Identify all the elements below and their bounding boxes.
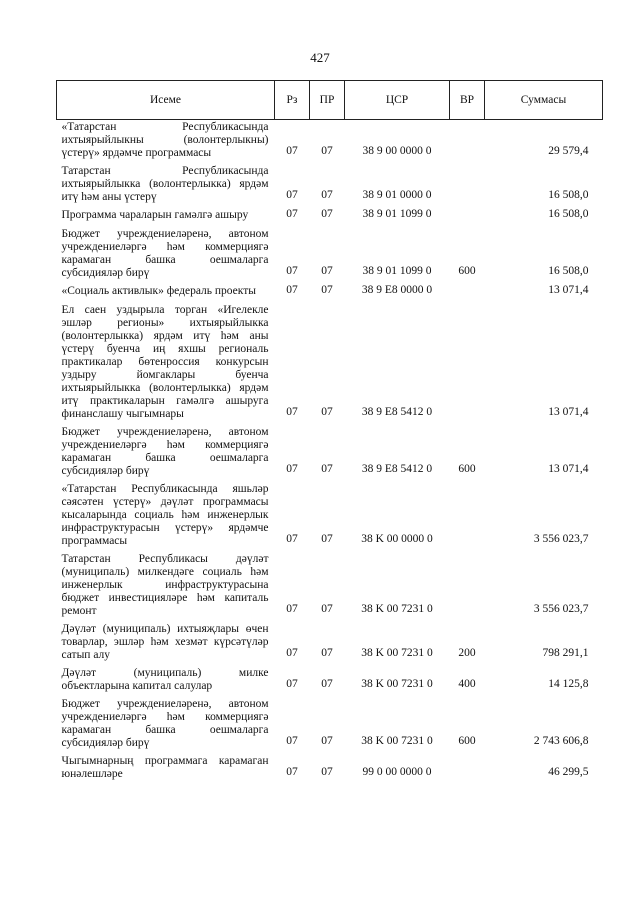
cell-pr: 07 [321,284,333,296]
cell-sum: 16 508,0 [548,208,589,220]
cell-rz: 07 [286,603,298,615]
cell-sum: 2 743 606,8 [533,735,589,747]
cell-name: Дәүләт (муниципаль) ихтыяҗлары өчен товарлар, эшләр һәм хезмәт күрсәтүләр сатып алу [61,623,269,661]
cell-name: Дәүләт (муниципаль) милке объектларына капитал салулар [61,667,269,692]
cell-rz: 07 [286,647,298,659]
cell-vr [450,208,485,227]
cell-rz: 07 [286,284,298,296]
column-header-rz: Рз [275,81,310,120]
cell-pr: 07 [321,463,333,475]
cell-csr: 99 0 00 0000 0 [362,766,432,778]
column-header-name: Исеме [57,81,275,120]
cell-vr [450,754,485,785]
cell-pr: 07 [321,766,333,778]
cell-pr: 07 [321,647,333,659]
cell-csr: 38 9 E8 0000 0 [361,284,433,296]
cell-csr: 38 K 00 7231 0 [361,735,433,747]
table-row [57,552,603,622]
cell-sum: 3 556 023,7 [533,533,589,545]
cell-csr: 38 9 01 1099 0 [362,208,432,220]
cell-csr: 38 K 00 7231 0 [361,678,433,690]
cell-rz: 07 [286,189,298,201]
cell-sum: 16 508,0 [548,265,589,277]
cell-vr [450,303,485,425]
cell-vr [450,482,485,552]
cell-sum: 29 579,4 [548,145,589,157]
cell-rz: 07 [286,678,298,690]
cell-sum: 13 071,4 [548,284,589,296]
table-header-row [57,81,603,120]
cell-sum: 14 125,8 [548,678,589,690]
cell-name: Бюджет учреждениеләренә, автоном учреждениеләргә һәм коммерциягә карамаган башка оешмаларга субсидияләр бирү [61,228,269,279]
cell-pr: 07 [321,533,333,545]
column-header-csr: ЦСР [345,81,450,120]
cell-csr: 38 9 00 0000 0 [362,145,432,157]
cell-vr [450,164,485,208]
column-header-vr: ВР [450,81,485,120]
cell-name: «Татарстан Республикасында ихтыярыйлыкны (волонтерлыкны) үстерү» ярдәмче программасы [61,121,269,159]
table-row [57,754,603,785]
column-header-sum: Суммасы [485,81,603,120]
cell-pr: 07 [321,735,333,747]
cell-name: Татарстан Республикасында ихтыярыйлыкка (волонтерлыкка) ярдәм итү һәм аны үстерү [61,165,269,203]
table-row [57,284,603,303]
table-row [57,120,603,165]
table-row [57,697,603,754]
cell-rz: 07 [286,533,298,545]
cell-vr: 600 [458,265,476,277]
cell-sum: 13 071,4 [548,463,589,475]
cell-vr [450,120,485,165]
cell-rz: 07 [286,208,298,220]
cell-sum: 13 071,4 [548,406,589,418]
cell-rz: 07 [286,145,298,157]
cell-csr: 38 K 00 0000 0 [361,533,433,545]
cell-vr [450,552,485,622]
column-header-pr: ПР [310,81,345,120]
cell-name: Программа чараларын гамәлгә ашыру [61,209,249,221]
cell-csr: 38 K 00 7231 0 [361,647,433,659]
table-row [57,303,603,425]
table-row [57,227,603,284]
cell-csr: 38 K 00 7231 0 [361,603,433,615]
cell-sum: 798 291,1 [542,647,589,659]
cell-name: Бюджет учреждениеләренә, автоном учреждениеләргә һәм коммерциягә карамаган башка оешмаларга субсидияләр бирү [61,426,269,477]
cell-csr: 38 9 E8 5412 0 [361,463,433,475]
table-row [57,208,603,227]
table-row [57,425,603,482]
cell-sum: 16 508,0 [548,189,589,201]
cell-name: «Социаль активлык» федераль проекты [61,285,256,297]
cell-csr: 38 9 E8 5412 0 [361,406,433,418]
cell-vr: 600 [458,463,476,475]
cell-pr: 07 [321,678,333,690]
cell-name: Татарстан Республикасы дәүләт (муниципаль) милкендәге социаль һәм инженерлык инфраструктурасына бюджет инвестицияләре һәм капиталь ремонт [61,553,269,617]
table-row [57,666,603,697]
cell-vr: 600 [458,735,476,747]
cell-rz: 07 [286,406,298,418]
page-number: 427 [310,50,330,65]
cell-vr: 200 [458,647,476,659]
cell-sum: 46 299,5 [548,766,589,778]
cell-pr: 07 [321,208,333,220]
cell-name: Ел саен уздырыла торган «Игелекле эшләр регионы» ихтыярыйлыкка (волонтерлыкка) ярдәм итү һәм аны үстерү буенча иң яхшы региональ практикалар бөтенроссия конкурсын уздыру йомгаклары буенча ихтыярыйлыкка (волонтерлыкка) ярдәм итү практикаларын гамәлгә ашыруга финанслашу чыгымнары [61,304,269,420]
table-row [57,482,603,552]
cell-rz: 07 [286,766,298,778]
budget-table [56,80,603,785]
cell-name: Чыгымнарның программага карамаган юнәлешләре [61,755,269,780]
cell-pr: 07 [321,406,333,418]
cell-rz: 07 [286,265,298,277]
cell-vr: 400 [458,678,476,690]
table-row [57,622,603,666]
cell-pr: 07 [321,189,333,201]
table-row [57,164,603,208]
cell-csr: 38 9 01 1099 0 [362,265,432,277]
cell-vr [450,284,485,303]
cell-pr: 07 [321,265,333,277]
cell-pr: 07 [321,603,333,615]
cell-name: Бюджет учреждениеләренә, автоном учреждениеләргә һәм коммерциягә карамаган башка оешмаларга субсидияләр бирү [61,698,269,749]
cell-rz: 07 [286,735,298,747]
cell-name: «Татарстан Республикасында яшьләр сәясәтен үстерү» дәүләт программасы кысаларында социаль һәм инженерлык инфраструктурасын үстерү» ярдәмче программасы [61,483,269,547]
cell-sum: 3 556 023,7 [533,603,589,615]
cell-csr: 38 9 01 0000 0 [362,189,432,201]
cell-pr: 07 [321,145,333,157]
cell-rz: 07 [286,463,298,475]
